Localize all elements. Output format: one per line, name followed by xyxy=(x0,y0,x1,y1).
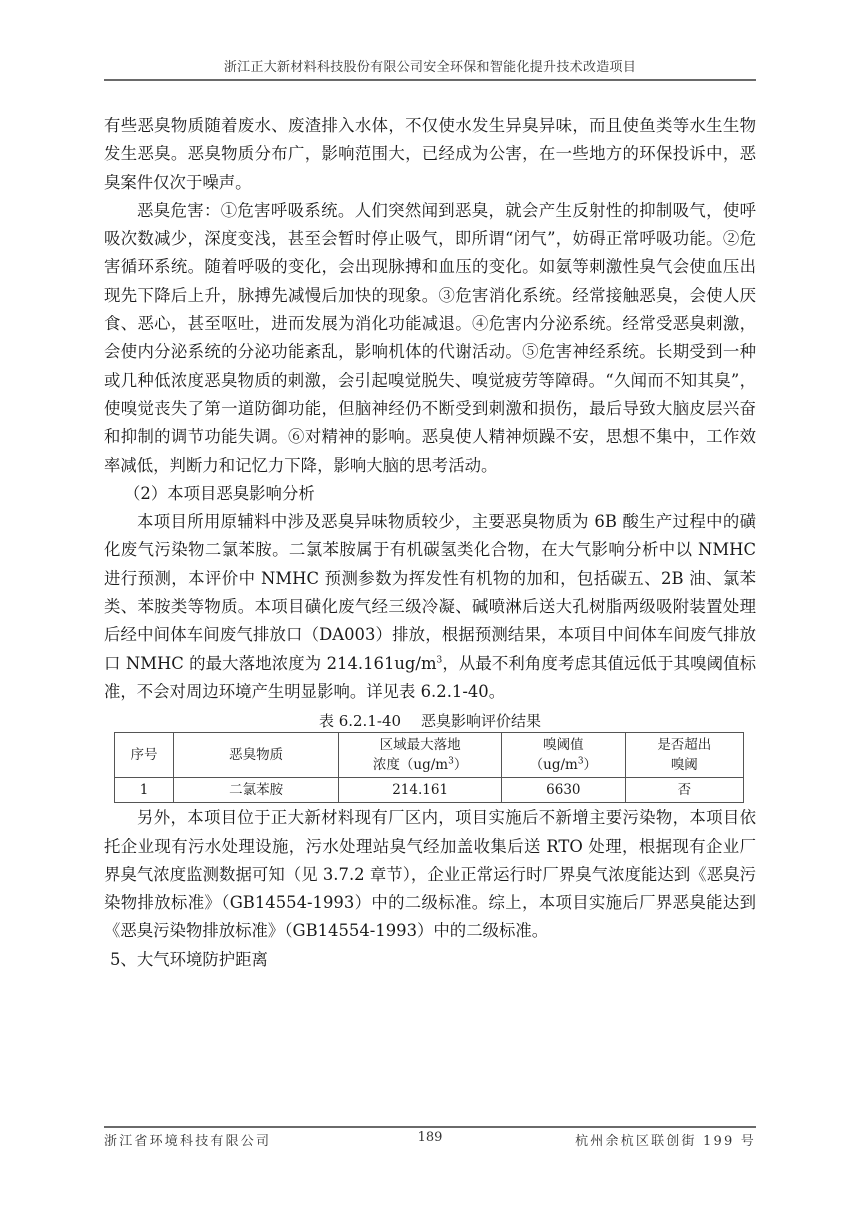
superscript: 3 xyxy=(436,655,443,666)
paragraph-text: 本项目所用原辅料中涉及恶臭异味物质较少，主要恶臭物质为 6B 酸生产过程中的磺化废气污染物二氯苯胺。二氯苯胺属于有机碳氢类化合物，在大气影响分析中以 NMHC 进行预测，本评价中 NMHC 预测参数为挥发性有机物的加和，包括碳五、2B 油、氯苯类、苯胺类等物质。本项目磺化废气经三级冷凝、碱喷淋后送大孔树脂两级吸附装置处理后经中间体车间废气排放口（DA003）排放，根据预测结果，本项目中间体车间废气排放口 NMHC 的最大落地浓度为 214.161ug/m xyxy=(104,512,756,673)
table-row xyxy=(115,778,744,803)
header-text: （ug/m xyxy=(529,757,578,774)
odor-impact-table xyxy=(114,732,744,803)
cell-threshold: 6630 xyxy=(502,778,626,803)
header-text: 嗅阈值 xyxy=(543,737,584,754)
header-text: 区域最大落地 xyxy=(379,737,461,754)
header-cell-exceeds xyxy=(625,733,743,778)
page-header-title: 浙江正大新材料科技股份有限公司安全环保和智能化提升技术改造项目 xyxy=(223,60,637,75)
paragraph-existing-facility: 另外，本项目位于正大新材料现有厂区内，项目实施后不新增主要污染物，本项目依托企业现有污水处理设施，污水处理站臭气经加盖收集后送 RTO 处理，根据现有企业厂界臭气浓度监测数据可知（见 3.7.2 章节），企业正常运行时厂界臭气浓度能达到《恶臭污染物排放标准》（GB14554-1993）中的二级标准。综上，本项目实施后厂界恶臭能达到《恶臭污染物排放标准》（GB14554-1993）中的二级标准。 xyxy=(104,808,756,941)
table-caption xyxy=(104,710,756,732)
header-text: 是否超出 xyxy=(657,737,712,754)
header-text: ） xyxy=(583,757,598,774)
paragraph-odor-hazards: 恶臭危害：①危害呼吸系统。人们突然闻到恶臭，就会产生反射性的抑制吸气，使呼吸次数减少，深度变浅，甚至会暂时停止吸气，即所谓“闭气”，妨碍正常呼吸功能。②危害循环系统。随着呼吸的变化，会出现脉搏和血压的变化。如氨等刺激性臭气会使血压出现先下降后上升，脉搏先减慢后加快的现象。③危害消化系统。经常接触恶臭，会使人厌食、恶心，甚至呕吐，进而发展为消化功能减退。④危害内分泌系统。经常受恶臭刺激，会使内分泌系统的分泌功能紊乱，影响机体的代谢活动。⑤危害神经系统。长期受到一种或几种低浓度恶臭物质的刺激，会引起嗅觉脱失、嗅觉疲劳等障碍。“久闻而不知其臭”，使嗅觉丧失了第一道防御功能，但脑神经仍不断受到刺激和损伤，最后导致大脑皮层兴奋和抑制的调节功能失调。⑥对精神的影响。恶臭使人精神烦躁不安，思想不集中，工作效率减低，判断力和记忆力下降，影响大脑的思考活动。 xyxy=(104,200,756,475)
cell-max-conc: 214.161 xyxy=(339,778,502,803)
superscript: 3 xyxy=(577,756,584,767)
paragraph-odor-pollution: 有些恶臭物质随着废水、废渣排入水体，不仅使水发生异臭异味，而且使鱼类等水生生物发生恶臭。恶臭物质分布广，影响范围大，已经成为公害，在一些地方的环保投诉中，恶臭案件仅次于噪声。 xyxy=(104,116,756,192)
table-number: 表 6.2.1-40 xyxy=(318,712,402,731)
table-title: 恶臭影响评价结果 xyxy=(421,712,542,731)
header-text: 浓度（ug/m xyxy=(372,757,449,774)
header-text: ） xyxy=(453,757,468,774)
paragraph-text: ，从最不利角度考虑其值远低于其嗅阈值标准，不会对周边环境产生明显影响。详见表 6.2.1-40。 xyxy=(104,653,757,701)
header-cell-threshold xyxy=(502,733,626,778)
footer-divider xyxy=(104,1126,756,1128)
section-heading: 5、大气环境防护距离 xyxy=(110,949,268,969)
paragraph-project-analysis xyxy=(104,508,756,706)
document-body xyxy=(104,112,756,974)
header-text: 嗅阈 xyxy=(670,757,698,774)
header-cell-no: 序号 xyxy=(115,733,174,778)
footer-company: 浙江省环境科技有限公司 xyxy=(104,1134,272,1149)
cell-substance: 二氯苯胺 xyxy=(174,778,339,803)
cell-no: 1 xyxy=(115,778,174,803)
page-footer xyxy=(104,1130,756,1149)
cell-exceeds: 否 xyxy=(625,778,743,803)
header-cell-max-conc xyxy=(339,733,502,778)
header-cell-substance: 恶臭物质 xyxy=(174,733,339,778)
table-header-row xyxy=(115,733,744,778)
footer-address: 杭州余杭区联创街 199 号 xyxy=(575,1134,756,1149)
subsection-heading: （2）本项目恶臭影响分析 xyxy=(124,483,315,503)
page-number: 189 xyxy=(417,1130,443,1145)
superscript: 3 xyxy=(448,756,454,767)
header-divider xyxy=(104,79,756,81)
